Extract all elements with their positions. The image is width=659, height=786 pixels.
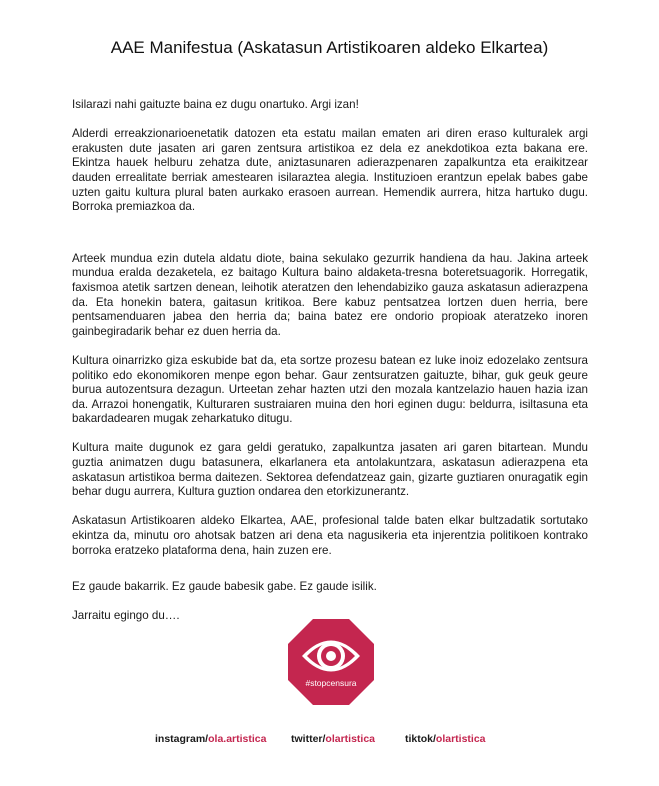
- logo-hashtag: #stopcensura: [305, 678, 357, 688]
- intro-paragraph: Isilarazi nahi gaituzte baina ez dugu onartuko. Argi izan!: [72, 98, 359, 111]
- paragraph-4: Kultura maite dugunok ez gara geldi geratuko, zapalkuntza jasaten ari garen bitartean. Mundu guztia animatzen dugu batasunera, elkarlanera eta antolakuntzara, askatasun adierazpena eta askatasun artistikoa berma daitezen. Sektorea defendatzeaz gain, gizarte guztiaren onuragatik egin behar dugu aurrera, Kultura guztion ondarea den etorkizunerantz.: [72, 441, 588, 499]
- stopcensura-logo: [288, 619, 374, 705]
- closing-continuation: Jarraitu egingo du….: [72, 609, 180, 623]
- tiktok-link[interactable]: tiktok/olartistica: [405, 733, 486, 745]
- closing-line: Ez gaude bakarrik. Ez gaude babesik gabe. Ez gaude isilik.: [72, 580, 377, 594]
- paragraph-5: Askatasun Artistikoaren aldeko Elkartea, AAE, profesional talde baten elkar bultzadatik sortutako ekintza da, minutu oro ahotsak batzen ari dena eta nagusikeria eta injerentzia politikoen kontrako borroka eratzeko plataforma dena, hain zuzen ere.: [72, 514, 588, 557]
- paragraph-2: Arteek mundua ezin dutela aldatu diote, baina sekulako gezurrik handiena da hau. Jakina arteek mundua eralda dezaketela, ez baitago Kultura baino aldaketa-tresna boteretsuagorik. Horregatik, faxismoa atetik sartzen denean, leihotik ateratzen den lehendabiziko gauza askatasun adierazpena da. Eta honekin batera, gaitasun kritikoa. Bere kabuz pentsatzea lortzen duen herria, bere pentsamenduaren jabea den herria da; baina batez ere ondorio propioak ateratzeko inoren gainbegiradarik behar ez duen herria da.: [72, 251, 588, 338]
- page-title: AAE Manifestua (Askatasun Artistikoaren aldeko Elkartea): [110, 38, 549, 57]
- paragraph-3: Kultura oinarrizko giza eskubide bat da, eta sortze prozesu batean ez luke inoiz edozelako zentsura politiko edo ekonomikoren menpe egon behar. Gaur zentsuratzen gaituzte, bihar, guk geuk geure burua autozentsura dezagun. Urteetan zehar hazten utzi den mozala kantzelazio hauen hazia izan da. Arrazoi honengatik, Kulturaren sustraiaren muina den hori eginen dugu: beldurra, isiltasuna eta bakardadearen mugak zeharkatuko ditugu.: [72, 353, 588, 426]
- paragraph-1: Alderdi erreakzionarioenetatik datozen eta estatu mailan ematen ari diren eraso kulturalek argi erakusten dute jasaten ari garen zentsura artistikoa ez dela ez anekdotikoa ezta bakana ere. Ekintza hauek helburu zehatza dute, aniztasunaren adierazpenaren zapalkuntza eta eraikitzear dauden errealitate berriak amestearen isilaraztea alegia. Instituzioen erantzun epelak babes gabe uzten gaitu kultura plural baten aurkako erasoen aurrean. Hemendik aurrera, hitza hartuko dugu. Borroka premiazkoa da.: [72, 127, 588, 214]
- instagram-link[interactable]: instagram/ola.artistica: [155, 733, 267, 745]
- manifesto-body: [72, 98, 588, 639]
- twitter-link[interactable]: twitter/olartistica: [291, 733, 376, 745]
